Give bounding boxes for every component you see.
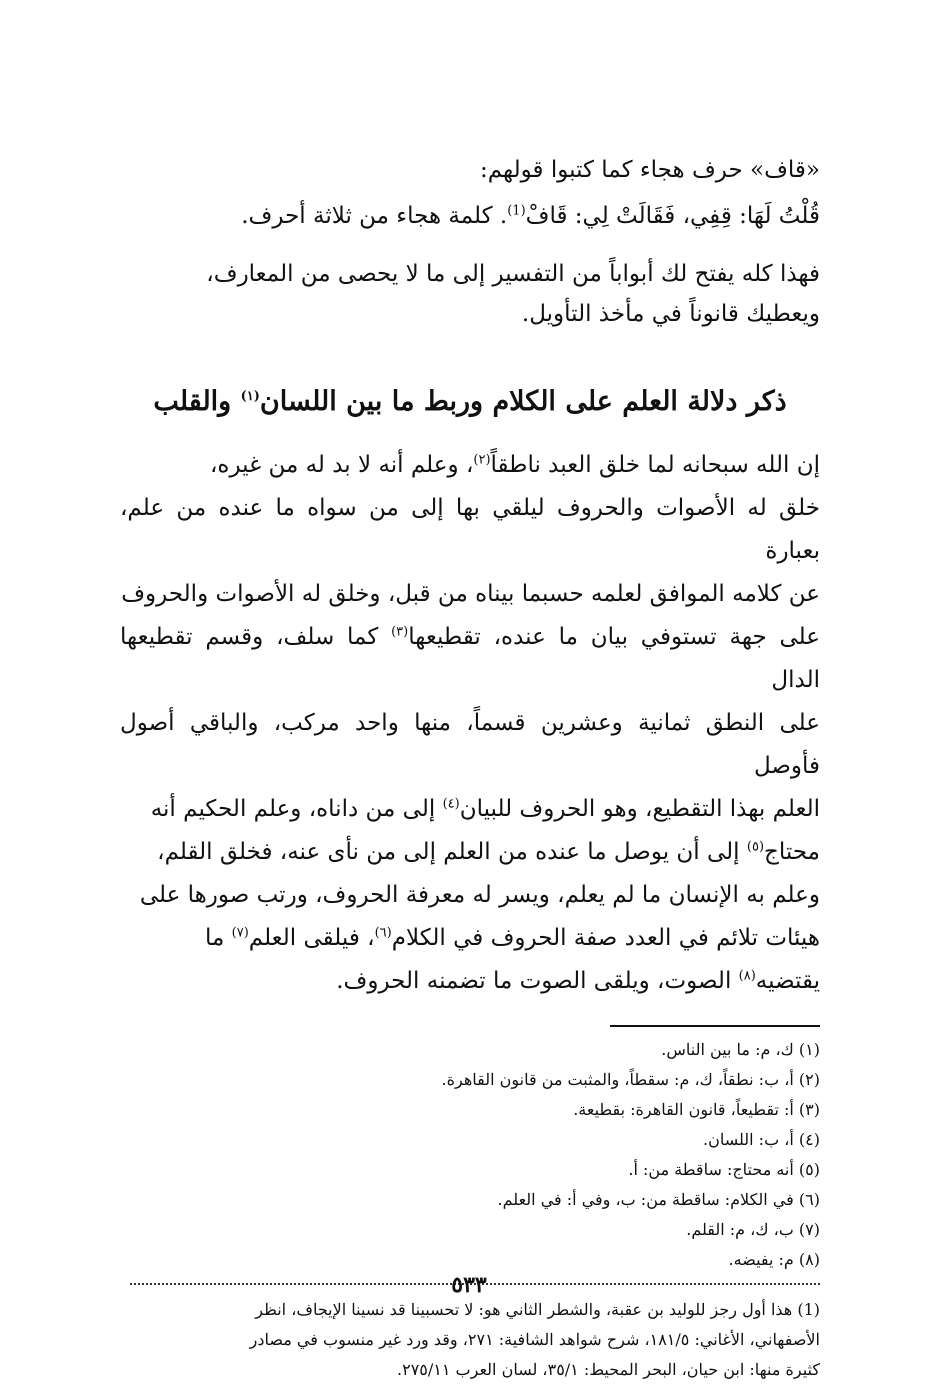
footnote-ref: (٢) [473, 452, 491, 468]
paragraph-line: وعلم به الإنسان ما لم يعلم، ويسر له معرفة الحروف، ورتب صورها على [139, 882, 820, 908]
intro-paragraph [120, 254, 820, 334]
text-run: ، فيلقى العلم [248, 925, 375, 951]
footnote: (٨) م: يفيضه. [728, 1250, 820, 1269]
note-line: كثيرة منها: ابن حيان، البحر المحيط: ٣٥/١، لسان العرب ٢٧٥/١١. [397, 1360, 820, 1379]
body-paragraph [120, 444, 820, 1003]
verse-text: قُلْتُ لَهَا: قِفِي، فَقَالَتْ لِي: قَافْ [525, 203, 820, 229]
text-run: ، وعلم أنه لا بد له من غيره، [210, 452, 474, 478]
footnote-ref: (٤) [442, 796, 460, 812]
paragraph-line: على النطق ثمانية وعشرين قسماً، منها واحد مركب، والباقي أصول فأوصل [120, 710, 820, 779]
footnote-ref: (1) [507, 203, 526, 219]
text-run: يقتضيه [755, 968, 820, 994]
intro-line: «قاف» حرف هجاء كما كتبوا قولهم: [480, 157, 820, 183]
text-run: ما [204, 925, 232, 951]
heading-text: ذكر دلالة العلم على الكلام وربط ما بين اللسان [259, 386, 787, 417]
text-run: محتاج [764, 839, 820, 865]
footnote: (٤) أ، ب: اللسان. [702, 1130, 820, 1149]
text-run: إلى أن يوصل ما عنده من العلم إلى من نأى عنه، فخلق القلم، [157, 839, 747, 865]
paragraph-line: عن كلامه الموافق لعلمه حسبما بيناه من قبل، وخلق له الأصوات والحروف [121, 581, 820, 607]
note-line: الأصفهاني، الأغاني: ١٨١/٥، شرح شواهد الشافية: ٢٧١، وقد ورد غير منسوب في مصادر [249, 1330, 820, 1349]
paragraph-line: خلق له الأصوات والحروف ليلقي بها إلى من سواه ما عنده من علم، بعبارة [120, 495, 820, 564]
paragraph-line [120, 444, 820, 487]
footnote-ref: (٥) [746, 839, 765, 855]
text-run: إن الله سبحانه لما خلق العبد ناطقاً [490, 452, 820, 478]
footnote: (٥) أنه محتاج: ساقطة من: أ. [628, 1160, 820, 1179]
heading-text-end: والقلب [153, 386, 241, 417]
footnote: (٣) أ: تقطيعاً، قانون القاهرة: بقطيعة. [573, 1100, 820, 1119]
paragraph-line [120, 960, 820, 1003]
text-run: على جهة تستوفي بيان ما عنده، تقطيعها [408, 624, 820, 650]
paragraph-line [120, 831, 820, 874]
text-run: إلى من داناه، وعلم الحكيم أنه [150, 796, 443, 822]
footnote: (١) ك، م: ما بين الناس. [661, 1040, 820, 1059]
paragraph-line [120, 788, 820, 831]
footnote: (٦) في الكلام: ساقطة من: ب، وفي أ: في العلم. [497, 1190, 820, 1209]
text-run: هيئات تلائم في العدد صفة الحروف في الكلام [391, 925, 820, 951]
footnote-ref: (٣) [391, 624, 409, 640]
section-heading [120, 382, 820, 422]
page-number: ٥٣٣ [451, 1272, 487, 1298]
text-run: كما سلف، وقسم تقطيعها الدال [120, 624, 820, 693]
paragraph-line [120, 917, 820, 960]
footnotes-list [120, 1035, 820, 1275]
footnote-ref: (٧) [231, 925, 249, 941]
editor-note [120, 1295, 820, 1385]
footnote-divider [610, 1025, 820, 1027]
paragraph-line: فهذا كله يفتح لك أبواباً من التفسير إلى ما لا يحصى من المعارف، [206, 261, 820, 287]
page-body [120, 150, 820, 1385]
note-line: (1) هذا أول رجز للوليد بن عقبة، والشطر الثاني هو: لا تحسبينا قد نسينا الإيجاف، انظر [255, 1300, 820, 1319]
paragraph-line [120, 616, 820, 702]
text-run: العلم بهذا التقطيع، وهو الحروف للبيان [459, 796, 820, 822]
footnote: (٢) أ، ب: نطقاً، ك، م: سقطاً، والمثبت من قانون القاهرة. [441, 1070, 820, 1089]
text-run: الصوت، ويلقى الصوت ما تضمنه الحروف. [336, 968, 739, 994]
verse-line [120, 196, 820, 236]
footnote: (٧) ب، ك، م: القلم. [686, 1220, 820, 1239]
paragraph-line: ويعطيك قانوناً في مأخذ التأويل. [521, 301, 820, 327]
verse-comment: . كلمة هجاء من ثلاثة أحرف. [241, 203, 508, 229]
footnote-ref: (٦) [374, 925, 392, 941]
footnote-ref: (١) [240, 389, 260, 404]
footnote-ref: (٨) [738, 968, 756, 984]
